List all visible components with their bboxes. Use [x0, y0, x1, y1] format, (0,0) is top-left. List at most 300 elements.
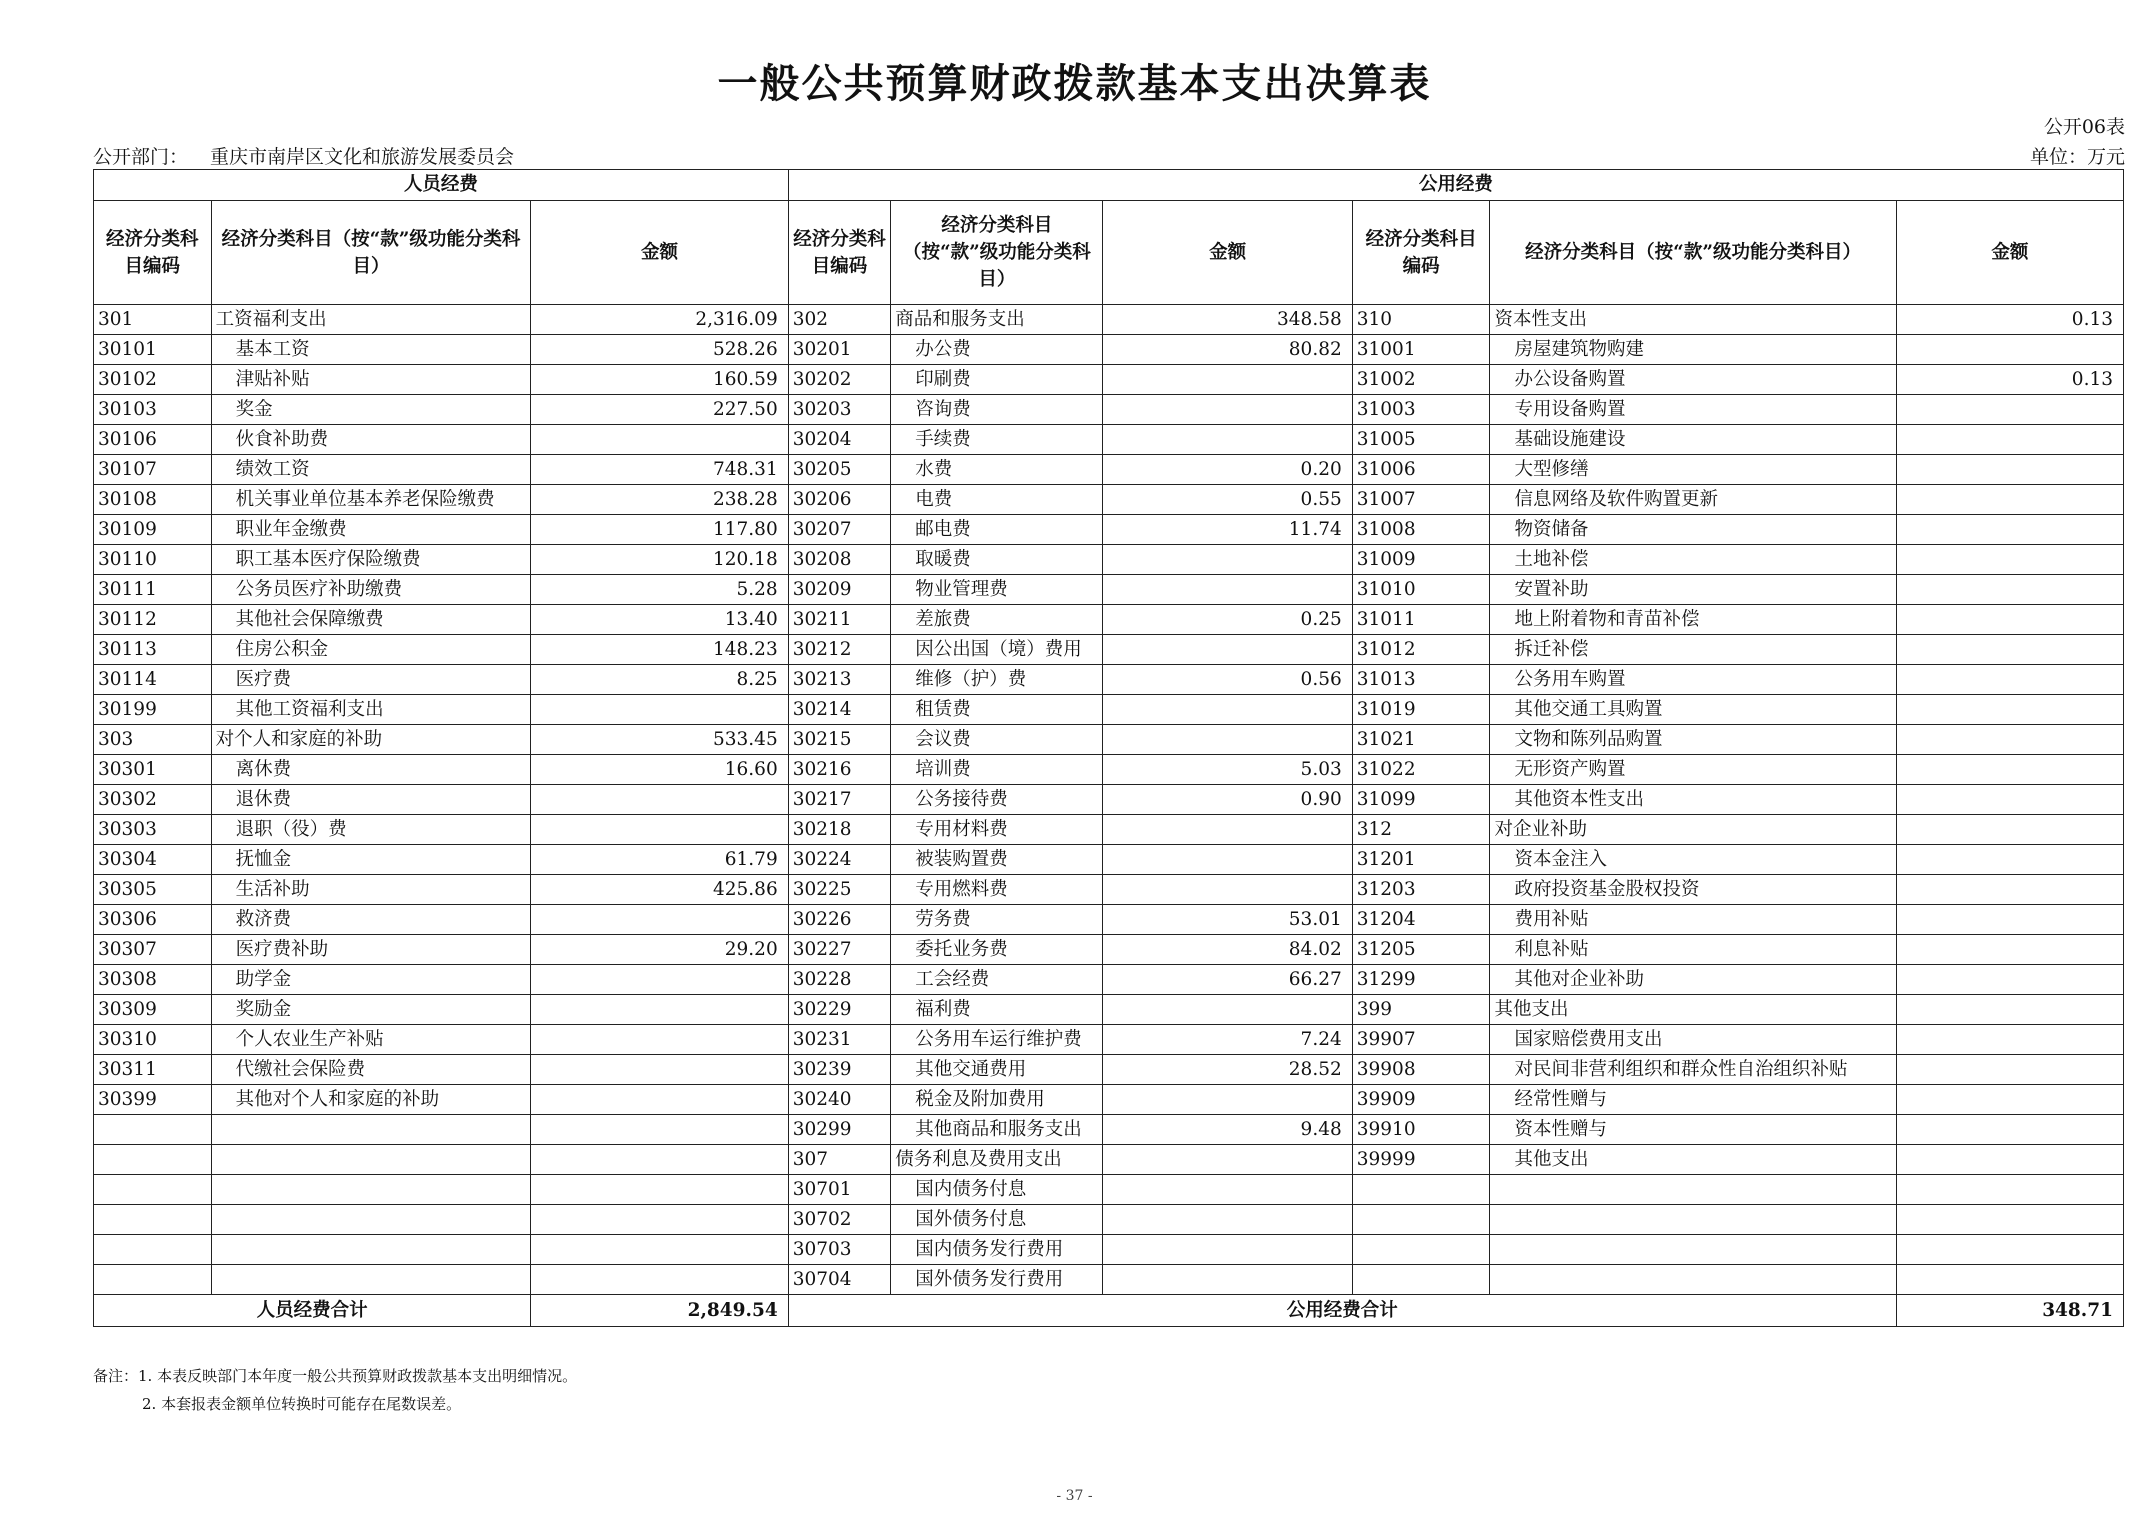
- personnel-code-cell: 303: [94, 725, 212, 755]
- personnel-name-cell: 医疗费: [211, 665, 531, 695]
- group-header-row: [94, 170, 2124, 201]
- personnel-name-cell: 津贴补贴: [211, 365, 531, 395]
- public2-amount-cell: [1896, 905, 2123, 935]
- unit-label: 单位：万元: [2029, 146, 2125, 168]
- public1-name-cell: 劳务费: [891, 905, 1103, 935]
- public1-amount-cell: [1103, 395, 1352, 425]
- personnel-name-cell: 对个人和家庭的补助: [211, 725, 531, 755]
- public2-name-cell: 无形资产购置: [1490, 755, 1896, 785]
- personnel-name-cell: 工资福利支出: [211, 305, 531, 335]
- public1-code-cell: 30203: [788, 395, 891, 425]
- public2-amount-cell: [1896, 545, 2123, 575]
- personnel-code-cell: 30308: [94, 965, 212, 995]
- personnel-amount-cell: 29.20: [531, 935, 788, 965]
- public1-code-cell: 30206: [788, 485, 891, 515]
- public2-code-cell: 31099: [1352, 785, 1490, 815]
- public1-name-cell: 电费: [891, 485, 1103, 515]
- personnel-name-cell: 住房公积金: [211, 635, 531, 665]
- personnel-amount-cell: 533.45: [531, 725, 788, 755]
- table-row: [94, 875, 2124, 905]
- personnel-code-cell: 30304: [94, 845, 212, 875]
- public2-code-cell: 39999: [1352, 1145, 1490, 1175]
- public2-name-cell: 房屋建筑物购建: [1490, 335, 1896, 365]
- public1-amount-cell: [1103, 1085, 1352, 1115]
- personnel-name-cell: 基本工资: [211, 335, 531, 365]
- public2-amount-cell: [1896, 1115, 2123, 1145]
- public1-name-cell: 专用燃料费: [891, 875, 1103, 905]
- personnel-code-cell: 30306: [94, 905, 212, 935]
- table-row: [94, 485, 2124, 515]
- personnel-amount-cell: 227.50: [531, 395, 788, 425]
- personnel-code-cell: 30301: [94, 755, 212, 785]
- personnel-amount-cell: [531, 1115, 788, 1145]
- public2-name-cell: 对企业补助: [1490, 815, 1896, 845]
- public1-name-cell: 国外债务付息: [891, 1205, 1103, 1235]
- personnel-amount-cell: 425.86: [531, 875, 788, 905]
- personnel-name-cell: 个人农业生产补贴: [211, 1025, 531, 1055]
- personnel-code-cell: 30302: [94, 785, 212, 815]
- header-public1-amount: 金额: [1103, 201, 1352, 305]
- personnel-total-label: 人员经费合计: [94, 1295, 531, 1327]
- public1-amount-cell: [1103, 1145, 1352, 1175]
- public2-name-cell: 大型修缮: [1490, 455, 1896, 485]
- personnel-code-cell: 30107: [94, 455, 212, 485]
- public2-name-cell: 其他交通工具购置: [1490, 695, 1896, 725]
- public2-amount-cell: [1896, 635, 2123, 665]
- table-row: [94, 1055, 2124, 1085]
- public2-code-cell: 31022: [1352, 755, 1490, 785]
- table-row: [94, 815, 2124, 845]
- personnel-code-cell: 30110: [94, 545, 212, 575]
- public1-amount-cell: 28.52: [1103, 1055, 1352, 1085]
- public1-code-cell: 30211: [788, 605, 891, 635]
- public2-code-cell: 39910: [1352, 1115, 1490, 1145]
- personnel-amount-cell: [531, 1055, 788, 1085]
- public2-amount-cell: [1896, 1265, 2123, 1295]
- public1-amount-cell: 80.82: [1103, 335, 1352, 365]
- header-public1-name: 经济分类科目（按“款”级功能分类科目）: [891, 201, 1103, 305]
- public2-code-cell: 31205: [1352, 935, 1490, 965]
- public1-amount-cell: 0.25: [1103, 605, 1352, 635]
- personnel-code-cell: 30307: [94, 935, 212, 965]
- public1-amount-cell: 5.03: [1103, 755, 1352, 785]
- department-name: 重庆市南岸区文化和旅游发展委员会: [210, 146, 515, 168]
- public1-code-cell: 30209: [788, 575, 891, 605]
- personnel-amount-cell: [531, 1235, 788, 1265]
- public2-code-cell: 31003: [1352, 395, 1490, 425]
- public1-name-cell: 福利费: [891, 995, 1103, 1025]
- public2-name-cell: 资本金注入: [1490, 845, 1896, 875]
- public2-name-cell: 拆迁补偿: [1490, 635, 1896, 665]
- group-public: 公用经费: [788, 170, 2123, 201]
- table-row: [94, 845, 2124, 875]
- personnel-name-cell: 公务员医疗补助缴费: [211, 575, 531, 605]
- public2-name-cell: 办公设备购置: [1490, 365, 1896, 395]
- public1-name-cell: 印刷费: [891, 365, 1103, 395]
- table-row: [94, 1115, 2124, 1145]
- public2-code-cell: 31002: [1352, 365, 1490, 395]
- public2-code-cell: 31005: [1352, 425, 1490, 455]
- public1-amount-cell: [1103, 365, 1352, 395]
- public2-amount-cell: [1896, 845, 2123, 875]
- table-row: [94, 1235, 2124, 1265]
- personnel-code-cell: [94, 1265, 212, 1295]
- personnel-code-cell: 301: [94, 305, 212, 335]
- personnel-amount-cell: 160.59: [531, 365, 788, 395]
- public2-name-cell: [1490, 1235, 1896, 1265]
- public1-amount-cell: 0.20: [1103, 455, 1352, 485]
- table-row: [94, 365, 2124, 395]
- public1-name-cell: 因公出国（境）费用: [891, 635, 1103, 665]
- header-personnel-code: 经济分类科目编码: [94, 201, 212, 305]
- public2-code-cell: [1352, 1205, 1490, 1235]
- public1-amount-cell: [1103, 875, 1352, 905]
- public2-code-cell: 31011: [1352, 605, 1490, 635]
- public2-name-cell: 费用补贴: [1490, 905, 1896, 935]
- personnel-amount-cell: [531, 1205, 788, 1235]
- public2-code-cell: 31021: [1352, 725, 1490, 755]
- public1-name-cell: 物业管理费: [891, 575, 1103, 605]
- personnel-name-cell: [211, 1175, 531, 1205]
- public2-code-cell: 310: [1352, 305, 1490, 335]
- table-row: [94, 785, 2124, 815]
- personnel-amount-cell: [531, 695, 788, 725]
- personnel-amount-cell: 5.28: [531, 575, 788, 605]
- table-row: [94, 455, 2124, 485]
- personnel-code-cell: 30113: [94, 635, 212, 665]
- public2-name-cell: [1490, 1265, 1896, 1295]
- public1-amount-cell: [1103, 635, 1352, 665]
- public1-amount-cell: [1103, 425, 1352, 455]
- public1-amount-cell: [1103, 1175, 1352, 1205]
- personnel-code-cell: [94, 1145, 212, 1175]
- public-total-amount: 348.71: [1896, 1295, 2123, 1327]
- public1-amount-cell: 53.01: [1103, 905, 1352, 935]
- personnel-name-cell: [211, 1235, 531, 1265]
- personnel-amount-cell: [531, 1145, 788, 1175]
- public1-amount-cell: [1103, 545, 1352, 575]
- group-personnel: 人员经费: [94, 170, 789, 201]
- public2-name-cell: 信息网络及软件购置更新: [1490, 485, 1896, 515]
- public2-amount-cell: [1896, 725, 2123, 755]
- column-header-row: [94, 201, 2124, 305]
- public2-amount-cell: [1896, 485, 2123, 515]
- personnel-amount-cell: 2,316.09: [531, 305, 788, 335]
- public1-amount-cell: 348.58: [1103, 305, 1352, 335]
- personnel-code-cell: 30305: [94, 875, 212, 905]
- public1-name-cell: 取暖费: [891, 545, 1103, 575]
- personnel-name-cell: 救济费: [211, 905, 531, 935]
- personnel-code-cell: 30112: [94, 605, 212, 635]
- table-row: [94, 635, 2124, 665]
- public1-code-cell: 30239: [788, 1055, 891, 1085]
- table-row: [94, 1175, 2124, 1205]
- public2-amount-cell: [1896, 785, 2123, 815]
- public1-amount-cell: [1103, 695, 1352, 725]
- header-public2-name: 经济分类科目（按“款”级功能分类科目）: [1490, 201, 1896, 305]
- public1-amount-cell: [1103, 1235, 1352, 1265]
- page-number: - 37 -: [1056, 1488, 1093, 1504]
- public2-name-cell: 地上附着物和青苗补偿: [1490, 605, 1896, 635]
- public1-name-cell: 邮电费: [891, 515, 1103, 545]
- public1-amount-cell: [1103, 725, 1352, 755]
- public1-amount-cell: 0.55: [1103, 485, 1352, 515]
- public2-code-cell: [1352, 1265, 1490, 1295]
- table-row: [94, 695, 2124, 725]
- table-row: [94, 965, 2124, 995]
- personnel-name-cell: 助学金: [211, 965, 531, 995]
- department-label: 公开部门：: [93, 146, 189, 168]
- public1-code-cell: 30225: [788, 875, 891, 905]
- public2-amount-cell: [1896, 665, 2123, 695]
- table-row: [94, 1205, 2124, 1235]
- public1-name-cell: 公务用车运行维护费: [891, 1025, 1103, 1055]
- header-personnel-amount: 金额: [531, 201, 788, 305]
- public1-code-cell: 30702: [788, 1205, 891, 1235]
- public1-amount-cell: 9.48: [1103, 1115, 1352, 1145]
- personnel-name-cell: 机关事业单位基本养老保险缴费: [211, 485, 531, 515]
- public2-amount-cell: [1896, 425, 2123, 455]
- public2-code-cell: 31001: [1352, 335, 1490, 365]
- public2-code-cell: 399: [1352, 995, 1490, 1025]
- table-row: [94, 995, 2124, 1025]
- public1-code-cell: 30701: [788, 1175, 891, 1205]
- personnel-amount-cell: 148.23: [531, 635, 788, 665]
- public2-amount-cell: [1896, 995, 2123, 1025]
- personnel-amount-cell: [531, 1085, 788, 1115]
- public2-name-cell: [1490, 1175, 1896, 1205]
- public1-name-cell: 委托业务费: [891, 935, 1103, 965]
- personnel-name-cell: 退职（役）费: [211, 815, 531, 845]
- table-row: [94, 305, 2124, 335]
- personnel-code-cell: 30106: [94, 425, 212, 455]
- totals-row: [94, 1295, 2124, 1327]
- public1-code-cell: 30212: [788, 635, 891, 665]
- public2-amount-cell: [1896, 815, 2123, 845]
- public1-name-cell: 水费: [891, 455, 1103, 485]
- public1-name-cell: 租赁费: [891, 695, 1103, 725]
- header-public2-code: 经济分类科目编码: [1352, 201, 1490, 305]
- table-row: [94, 605, 2124, 635]
- public2-name-cell: 其他支出: [1490, 1145, 1896, 1175]
- public1-name-cell: 国内债务发行费用: [891, 1235, 1103, 1265]
- public2-code-cell: 312: [1352, 815, 1490, 845]
- public2-name-cell: 安置补助: [1490, 575, 1896, 605]
- personnel-code-cell: 30103: [94, 395, 212, 425]
- personnel-amount-cell: [531, 995, 788, 1025]
- personnel-name-cell: 伙食补助费: [211, 425, 531, 455]
- header-public1-code: 经济分类科目编码: [788, 201, 891, 305]
- public2-amount-cell: [1896, 935, 2123, 965]
- public2-name-cell: 经常性赠与: [1490, 1085, 1896, 1115]
- table-row: [94, 425, 2124, 455]
- public2-name-cell: 资本性支出: [1490, 305, 1896, 335]
- table-row: [94, 1085, 2124, 1115]
- personnel-name-cell: [211, 1115, 531, 1145]
- public1-name-cell: 工会经费: [891, 965, 1103, 995]
- table-row: [94, 515, 2124, 545]
- personnel-code-cell: 30311: [94, 1055, 212, 1085]
- public1-name-cell: 商品和服务支出: [891, 305, 1103, 335]
- public1-amount-cell: [1103, 845, 1352, 875]
- personnel-amount-cell: 8.25: [531, 665, 788, 695]
- public1-code-cell: 30213: [788, 665, 891, 695]
- public2-amount-cell: [1896, 1145, 2123, 1175]
- personnel-amount-cell: 528.26: [531, 335, 788, 365]
- table-row: [94, 335, 2124, 365]
- public1-name-cell: 专用材料费: [891, 815, 1103, 845]
- public2-amount-cell: [1896, 1205, 2123, 1235]
- table-row: [94, 1265, 2124, 1295]
- public1-code-cell: 30207: [788, 515, 891, 545]
- public2-amount-cell: [1896, 1085, 2123, 1115]
- personnel-name-cell: 绩效工资: [211, 455, 531, 485]
- personnel-total-amount: 2,849.54: [531, 1295, 788, 1327]
- table-row: [94, 575, 2124, 605]
- public2-code-cell: 31012: [1352, 635, 1490, 665]
- personnel-amount-cell: [531, 1175, 788, 1205]
- public1-amount-cell: 7.24: [1103, 1025, 1352, 1055]
- public1-name-cell: 被装购置费: [891, 845, 1103, 875]
- public1-code-cell: 30240: [788, 1085, 891, 1115]
- public1-amount-cell: 84.02: [1103, 935, 1352, 965]
- public2-code-cell: [1352, 1175, 1490, 1205]
- public1-amount-cell: 11.74: [1103, 515, 1352, 545]
- personnel-name-cell: 职业年金缴费: [211, 515, 531, 545]
- table-row: [94, 725, 2124, 755]
- department-line: [93, 142, 514, 169]
- public2-name-cell: 土地补偿: [1490, 545, 1896, 575]
- personnel-code-cell: 30199: [94, 695, 212, 725]
- personnel-amount-cell: 117.80: [531, 515, 788, 545]
- personnel-amount-cell: 16.60: [531, 755, 788, 785]
- public2-name-cell: [1490, 1205, 1896, 1235]
- public2-amount-cell: [1896, 695, 2123, 725]
- public2-code-cell: 31019: [1352, 695, 1490, 725]
- public2-name-cell: 利息补贴: [1490, 935, 1896, 965]
- public2-name-cell: 政府投资基金股权投资: [1490, 875, 1896, 905]
- personnel-name-cell: 奖励金: [211, 995, 531, 1025]
- public1-amount-cell: 66.27: [1103, 965, 1352, 995]
- personnel-name-cell: 其他社会保障缴费: [211, 605, 531, 635]
- public2-amount-cell: [1896, 395, 2123, 425]
- personnel-amount-cell: [531, 785, 788, 815]
- public2-code-cell: 31006: [1352, 455, 1490, 485]
- personnel-code-cell: 30102: [94, 365, 212, 395]
- public1-name-cell: 差旅费: [891, 605, 1103, 635]
- personnel-name-cell: 退休费: [211, 785, 531, 815]
- table-row: [94, 905, 2124, 935]
- personnel-name-cell: [211, 1265, 531, 1295]
- public2-code-cell: 31009: [1352, 545, 1490, 575]
- table-row: [94, 665, 2124, 695]
- public1-name-cell: 公务接待费: [891, 785, 1103, 815]
- personnel-amount-cell: 748.31: [531, 455, 788, 485]
- personnel-code-cell: 30309: [94, 995, 212, 1025]
- public2-code-cell: 31008: [1352, 515, 1490, 545]
- personnel-amount-cell: [531, 425, 788, 455]
- public1-code-cell: 30703: [788, 1235, 891, 1265]
- personnel-amount-cell: [531, 1025, 788, 1055]
- personnel-name-cell: 医疗费补助: [211, 935, 531, 965]
- public1-amount-cell: [1103, 575, 1352, 605]
- personnel-amount-cell: 238.28: [531, 485, 788, 515]
- public2-code-cell: 31010: [1352, 575, 1490, 605]
- personnel-amount-cell: [531, 965, 788, 995]
- table-row: [94, 935, 2124, 965]
- public1-name-cell: 会议费: [891, 725, 1103, 755]
- personnel-code-cell: [94, 1115, 212, 1145]
- personnel-code-cell: 30310: [94, 1025, 212, 1055]
- personnel-amount-cell: 13.40: [531, 605, 788, 635]
- public2-name-cell: 物资储备: [1490, 515, 1896, 545]
- public1-code-cell: 30299: [788, 1115, 891, 1145]
- personnel-name-cell: 离休费: [211, 755, 531, 785]
- table-row: [94, 1145, 2124, 1175]
- public1-name-cell: 税金及附加费用: [891, 1085, 1103, 1115]
- table-row: [94, 1025, 2124, 1055]
- personnel-name-cell: 生活补助: [211, 875, 531, 905]
- personnel-code-cell: 30111: [94, 575, 212, 605]
- public2-name-cell: 其他支出: [1490, 995, 1896, 1025]
- public2-name-cell: 对民间非营利组织和群众性自治组织补贴: [1490, 1055, 1896, 1085]
- expenditure-table: [93, 169, 2124, 1327]
- public1-name-cell: 培训费: [891, 755, 1103, 785]
- personnel-name-cell: 奖金: [211, 395, 531, 425]
- public1-name-cell: 债务利息及费用支出: [891, 1145, 1103, 1175]
- public1-name-cell: 咨询费: [891, 395, 1103, 425]
- personnel-code-cell: 30114: [94, 665, 212, 695]
- personnel-code-cell: [94, 1235, 212, 1265]
- public1-code-cell: 30229: [788, 995, 891, 1025]
- public2-amount-cell: [1896, 605, 2123, 635]
- public1-amount-cell: 0.56: [1103, 665, 1352, 695]
- table-row: [94, 395, 2124, 425]
- form-number: 公开06表: [2043, 116, 2125, 138]
- public2-code-cell: 39909: [1352, 1085, 1490, 1115]
- public1-code-cell: 307: [788, 1145, 891, 1175]
- public1-code-cell: 30228: [788, 965, 891, 995]
- public2-amount-cell: [1896, 455, 2123, 485]
- public1-name-cell: 其他交通费用: [891, 1055, 1103, 1085]
- table-row: [94, 755, 2124, 785]
- personnel-name-cell: [211, 1145, 531, 1175]
- public1-code-cell: 30201: [788, 335, 891, 365]
- public1-code-cell: 30224: [788, 845, 891, 875]
- public1-name-cell: 维修（护）费: [891, 665, 1103, 695]
- personnel-code-cell: 30109: [94, 515, 212, 545]
- public2-name-cell: 公务用车购置: [1490, 665, 1896, 695]
- public2-name-cell: 基础设施建设: [1490, 425, 1896, 455]
- footnote-1: 备注：1. 本表反映部门本年度一般公共预算财政拨款基本支出明细情况。: [93, 1367, 578, 1385]
- public-total-label: 公用经费合计: [788, 1295, 1896, 1327]
- header-personnel-name: 经济分类科目（按“款”级功能分类科目）: [211, 201, 531, 305]
- public2-amount-cell: [1896, 1235, 2123, 1265]
- public2-name-cell: 专用设备购置: [1490, 395, 1896, 425]
- public1-code-cell: 30205: [788, 455, 891, 485]
- public2-code-cell: 31204: [1352, 905, 1490, 935]
- public1-code-cell: 30704: [788, 1265, 891, 1295]
- public2-name-cell: 国家赔偿费用支出: [1490, 1025, 1896, 1055]
- footnote-2: 2. 本套报表金额单位转换时可能存在尾数误差。: [142, 1395, 462, 1413]
- public2-amount-cell: 0.13: [1896, 365, 2123, 395]
- public1-amount-cell: [1103, 995, 1352, 1025]
- public2-code-cell: [1352, 1235, 1490, 1265]
- personnel-name-cell: [211, 1205, 531, 1235]
- public2-amount-cell: [1896, 1175, 2123, 1205]
- public1-code-cell: 30204: [788, 425, 891, 455]
- public1-name-cell: 国外债务发行费用: [891, 1265, 1103, 1295]
